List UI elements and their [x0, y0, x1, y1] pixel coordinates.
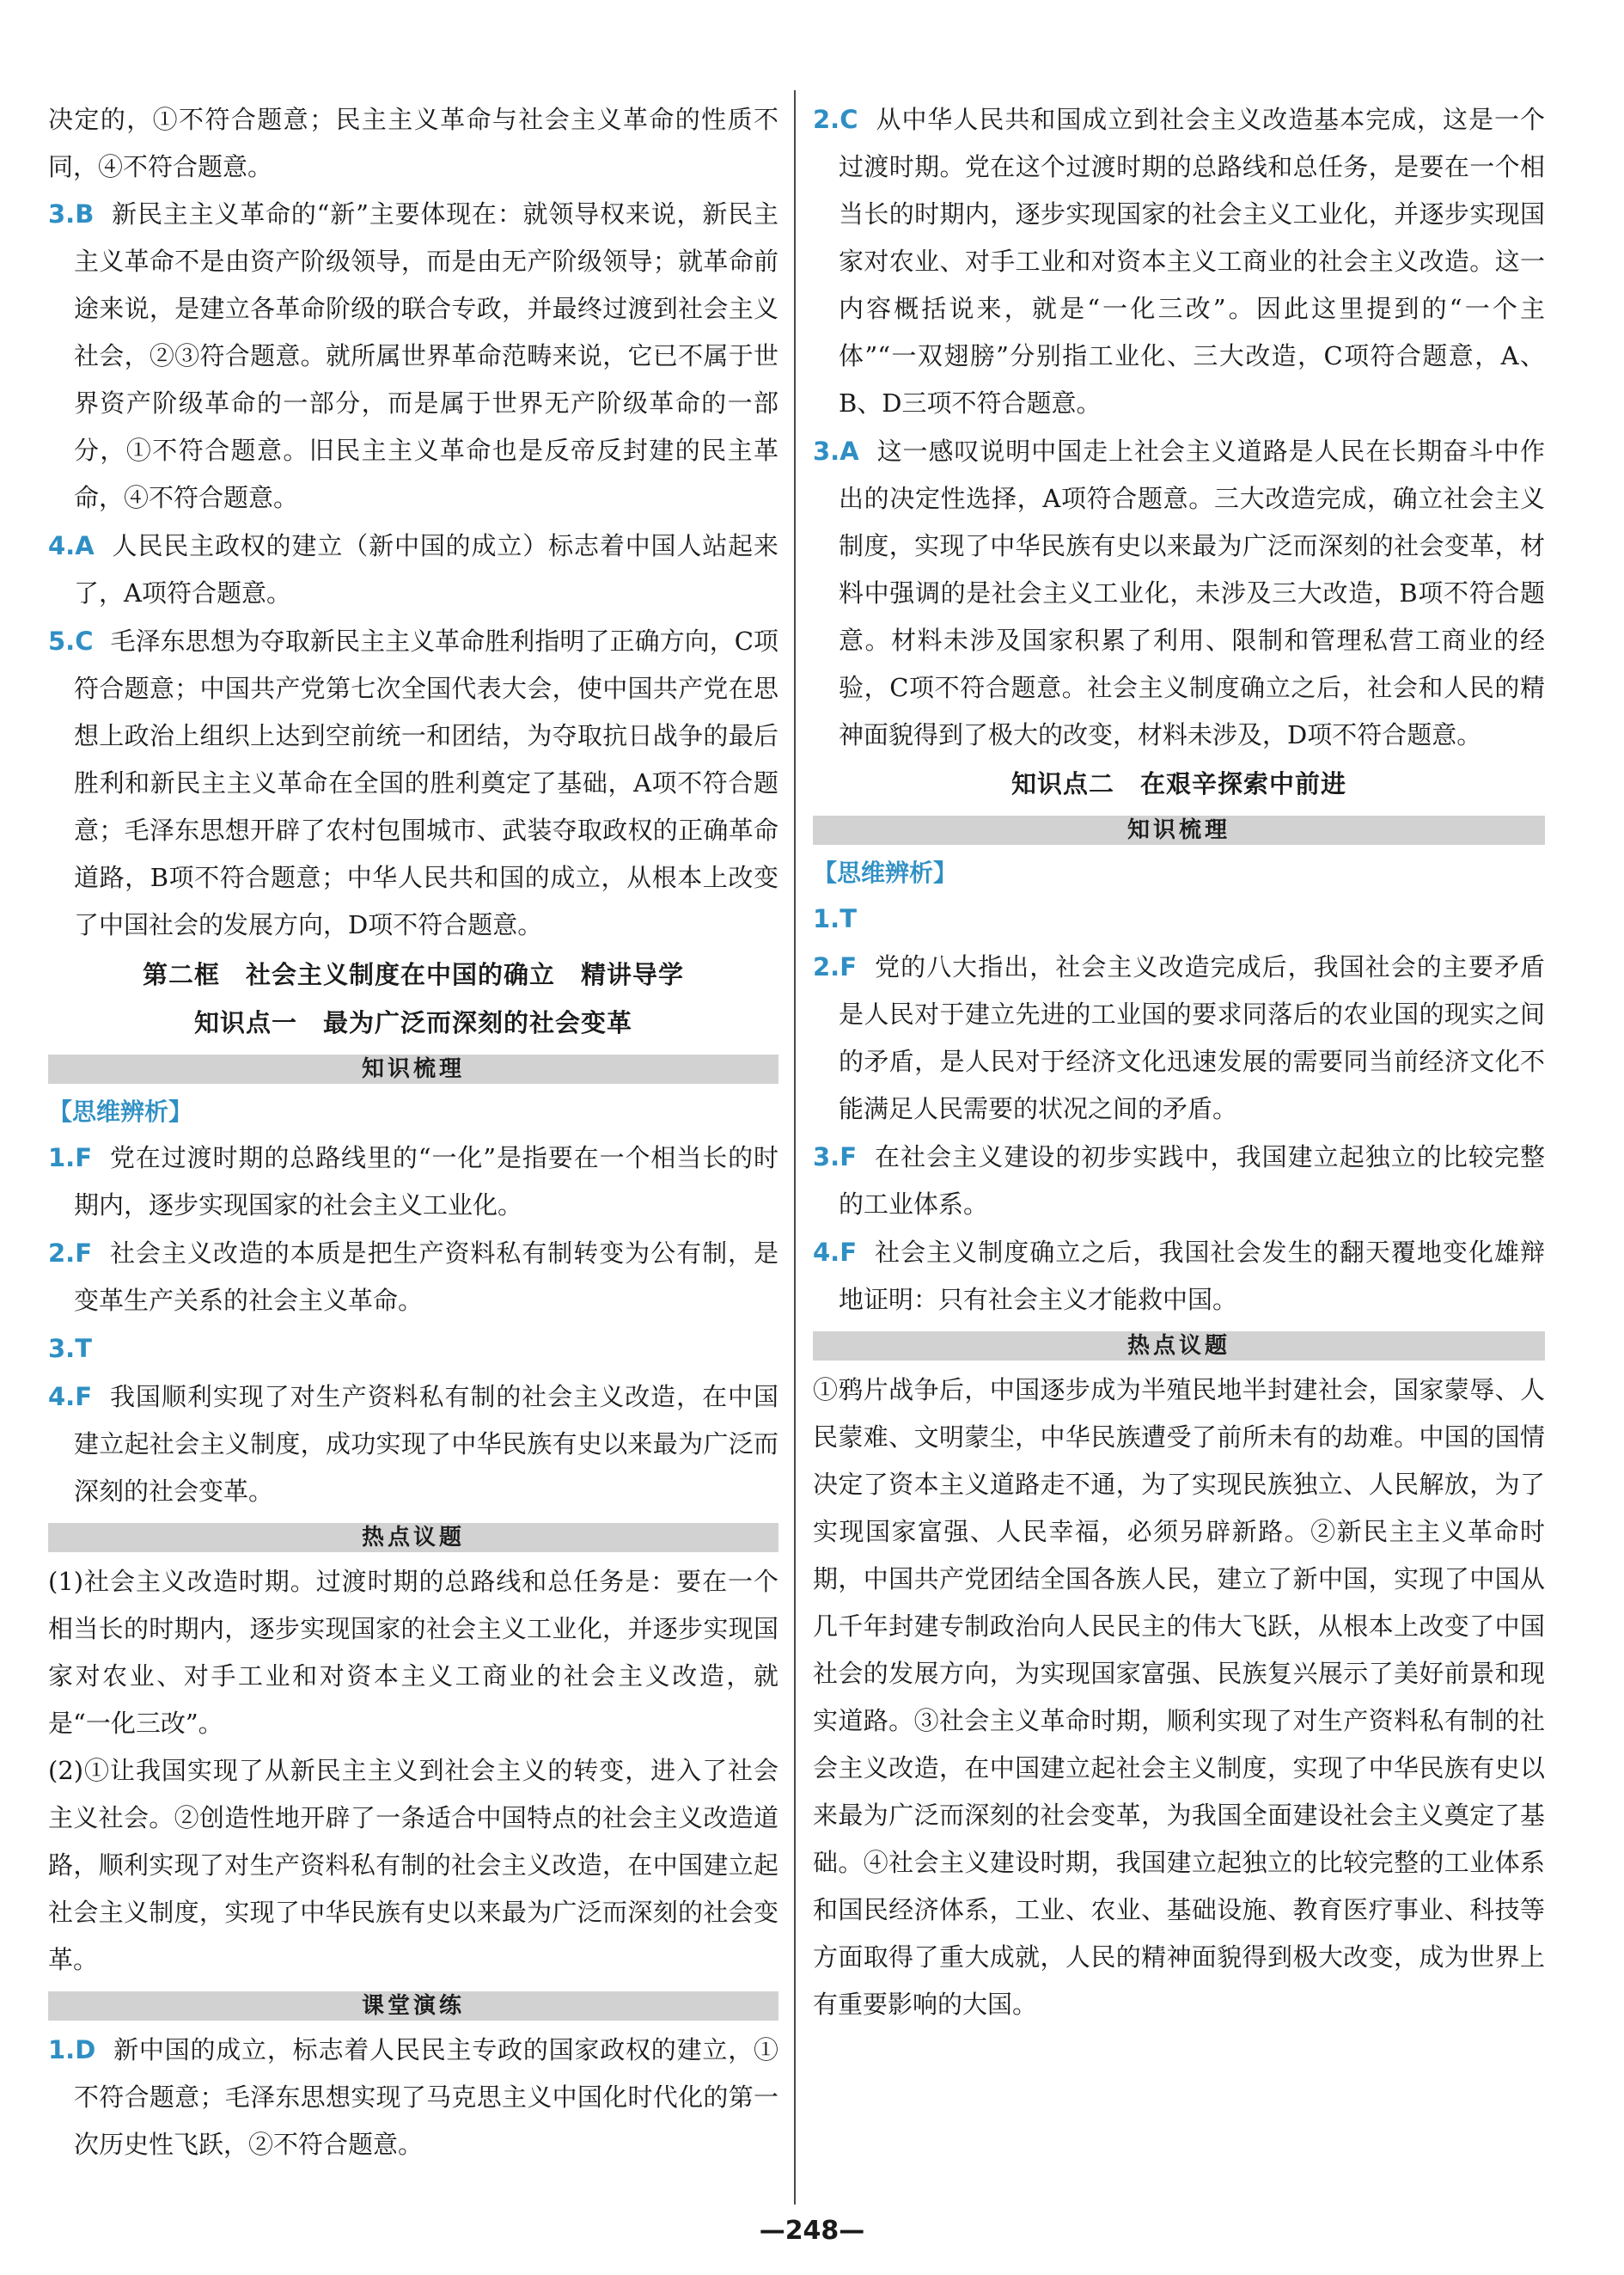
- answer-number: 4.F: [48, 1382, 93, 1411]
- answer-number: 1.F: [48, 1143, 93, 1172]
- answer-item: [48, 2027, 778, 2168]
- section-bar-knowledge: 知识梳理: [48, 1055, 778, 1084]
- left-column: [48, 96, 778, 2169]
- thinking-tag: 【思维辨析】: [48, 1098, 193, 1126]
- answer-number: 2.C: [813, 105, 858, 134]
- answer-item: [813, 96, 1545, 427]
- answer-item: [48, 191, 778, 522]
- continued-text: 决定的，①不符合题意；民主主义革命与社会主义革命的性质不同，④不符合题意。: [48, 105, 778, 181]
- answer-number: 3.A: [813, 437, 859, 466]
- answer-text: 社会主义改造的本质是把生产资料私有制转变为公有制，是变革生产关系的社会主义革命。: [74, 1238, 778, 1315]
- answer-text: 党的八大指出，社会主义改造完成后，我国社会的主要矛盾是人民对于建立先进的工业国的要求同落后的农业国的现实之间的矛盾，是人民对于经济文化迅速发展的需要同当前经济文化不能满足人民需要的状况之间的矛盾。: [839, 952, 1545, 1123]
- answer-number: 1.D: [48, 2035, 96, 2064]
- section-bar-hot-topic: 热点议题: [48, 1523, 778, 1552]
- knowledge-point-title: 知识点二 在艰辛探索中前进: [1010, 769, 1346, 798]
- right-column: [813, 96, 1545, 2028]
- answer-list-b: [48, 1134, 778, 1515]
- knowledge-point-title: 知识点一 最为广泛而深刻的社会变革: [193, 1008, 632, 1037]
- hot-topic-paragraph-2: (2)①让我国实现了从新民主主义到社会主义的转变，进入了社会主义社会。②创造性地开辟了一条适合中国特点的社会主义改造道路，顺利实现了对生产资料私有制的社会主义改造，在中国建立起社会主义制度，实现了中华民族有史以来最为广泛而深刻的社会变革。: [48, 1756, 778, 1974]
- answer-item: [813, 428, 1545, 759]
- answer-text: 在社会主义建设的初步实践中，我国建立起独立的比较完整的工业体系。: [839, 1142, 1545, 1219]
- answer-number: 4.F: [813, 1238, 858, 1267]
- answer-list-b: [813, 896, 1545, 1324]
- answer-text: 这一感叹说明中国走上社会主义道路是人民在长期奋斗中作出的决定性选择，A项符合题意。三大改造完成，确立社会主义制度，实现了中华民族有史以来最为广泛而深刻的社会变革，材料中强调的是社会主义工业化，未涉及三大改造，B项不符合题意。材料未涉及国家积累了利用、限制和管理私营工商业的经验，C项不符合题意。社会主义制度确立之后，社会和人民的精神面貌得到了极大的改变，材料未涉及，D项不符合题意。: [839, 437, 1545, 749]
- answer-text: 我国顺利实现了对生产资料私有制的社会主义改造，在中国建立起社会主义制度，成功实现了中华民族有史以来最为广泛而深刻的社会变革。: [74, 1382, 778, 1506]
- answer-number: 1.T: [813, 904, 857, 933]
- section-title: 第二框 社会主义制度在中国的确立 精讲导学: [142, 960, 684, 989]
- answer-item: [813, 896, 1545, 943]
- answer-item: [48, 1230, 778, 1324]
- section-bar-knowledge: 知识梳理: [813, 816, 1545, 845]
- answer-text: 毛泽东思想为夺取新民主主义革命胜利指明了正确方向，C项符合题意；中国共产党第七次全国代表大会，使中国共产党在思想上政治上组织上达到空前统一和团结，为夺取抗日战争的最后胜利和新民主主义革命在全国的胜利奠定了基础，A项不符合题意；毛泽东思想开辟了农村包围城市、武装夺取政权的正确革命道路，B项不符合题意；中华人民共和国的成立，从根本上改变了中国社会的发展方向，D项不符合题意。: [74, 627, 778, 939]
- thinking-tag: 【思维辨析】: [813, 859, 958, 887]
- answer-number: 3.B: [48, 199, 95, 229]
- answer-text: 新中国的成立，标志着人民民主专政的国家政权的建立，①不符合题意；毛泽东思想实现了马克思主义中国化时代化的第一次历史性飞跃，②不符合题意。: [74, 2035, 778, 2159]
- answer-item: [813, 1229, 1545, 1324]
- answer-text: 人民民主政权的建立（新中国的成立）标志着中国人站起来了，A项符合题意。: [74, 531, 778, 608]
- answer-list-c: [48, 2027, 778, 2168]
- hot-topic-paragraph-1: (1)社会主义改造时期。过渡时期的总路线和总任务是：要在一个相当长的时期内，逐步实现国家的社会主义工业化，并逐步实现国家对农业、对手工业和对资本主义工商业的社会主义改造，就是“一化三改”。: [48, 1567, 778, 1738]
- answer-item: [48, 1325, 778, 1373]
- answer-item: [813, 1134, 1545, 1228]
- answer-number: 3.F: [813, 1142, 858, 1171]
- answer-item: [48, 1373, 778, 1515]
- answer-item: [48, 618, 778, 949]
- answer-text: 从中华人民共和国成立到社会主义改造基本完成，这是一个过渡时期。党在这个过渡时期的总路线和总任务，是要在一个相当长的时期内，逐步实现国家的社会主义工业化，并逐步实现国家对农业、对手工业和对资本主义工商业的社会主义改造。这一内容概括说来，就是“一化三改”。因此这里提到的“一个主体”“一双翅膀”分别指工业化、三大改造，C项符合题意，A、B、D三项不符合题意。: [839, 105, 1545, 418]
- answer-text: 社会主义制度确立之后，我国社会发生的翻天覆地变化雄辩地证明：只有社会主义才能救中国。: [839, 1238, 1545, 1314]
- section-bar-practice: 课堂演练: [48, 1991, 778, 2021]
- answer-item: [813, 944, 1545, 1133]
- section-bar-hot-topic: 热点议题: [813, 1331, 1545, 1361]
- answer-number: 2.F: [48, 1238, 93, 1268]
- column-divider: [794, 90, 796, 2205]
- answer-list-a: [813, 96, 1545, 759]
- answer-number: 4.A: [48, 531, 95, 560]
- answer-text: 新民主主义革命的“新”主要体现在：就领导权来说，新民主主义革命不是由资产阶级领导，而是由无产阶级领导；就革命前途来说，是建立各革命阶级的联合专政，并最终过渡到社会主义社会，②③符合题意。就所属世界革命范畴来说，它已不属于世界资产阶级革命的一部分，而是属于世界无产阶级革命的一部分，①不符合题意。旧民主主义革命也是反帝反封建的民主革命，④不符合题意。: [74, 199, 778, 512]
- answer-number: 2.F: [813, 952, 858, 982]
- hot-topic-paragraph: ①鸦片战争后，中国逐步成为半殖民地半封建社会，国家蒙辱、人民蒙难、文明蒙尘，中华民族遭受了前所未有的劫难。中国的国情决定了资本主义道路走不通，为了实现民族独立、人民解放，为了实现国家富强、人民幸福，必须另辟新路。②新民主主义革命时期，中国共产党团结全国各族人民，建立了新中国，实现了中国从几千年封建专制政治向人民民主的伟大飞跃，从根本上改变了中国社会的发展方向，为实现国家富强、民族复兴展示了美好前景和现实道路。③社会主义革命时期，顺利实现了对生产资料私有制的社会主义改造，在中国建立起社会主义制度，实现了中华民族有史以来最为广泛而深刻的社会变革，为我国全面建设社会主义奠定了基础。④社会主义建设时期，我国建立起独立的比较完整的工业体系和国民经济体系，工业、农业、基础设施、教育医疗事业、科技等方面取得了重大成就，人民的精神面貌得到极大改变，成为世界上有重要影响的大国。: [813, 1375, 1545, 2019]
- page-number: —248—: [759, 2216, 865, 2246]
- answer-list-a: [48, 191, 778, 949]
- answer-number: 5.C: [48, 627, 94, 656]
- answer-text: 党在过渡时期的总路线里的“一化”是指要在一个相当长的时期内，逐步实现国家的社会主义工业化。: [74, 1143, 778, 1220]
- answer-item: [48, 523, 778, 617]
- answer-item: [48, 1134, 778, 1229]
- answer-number: 3.T: [48, 1334, 92, 1363]
